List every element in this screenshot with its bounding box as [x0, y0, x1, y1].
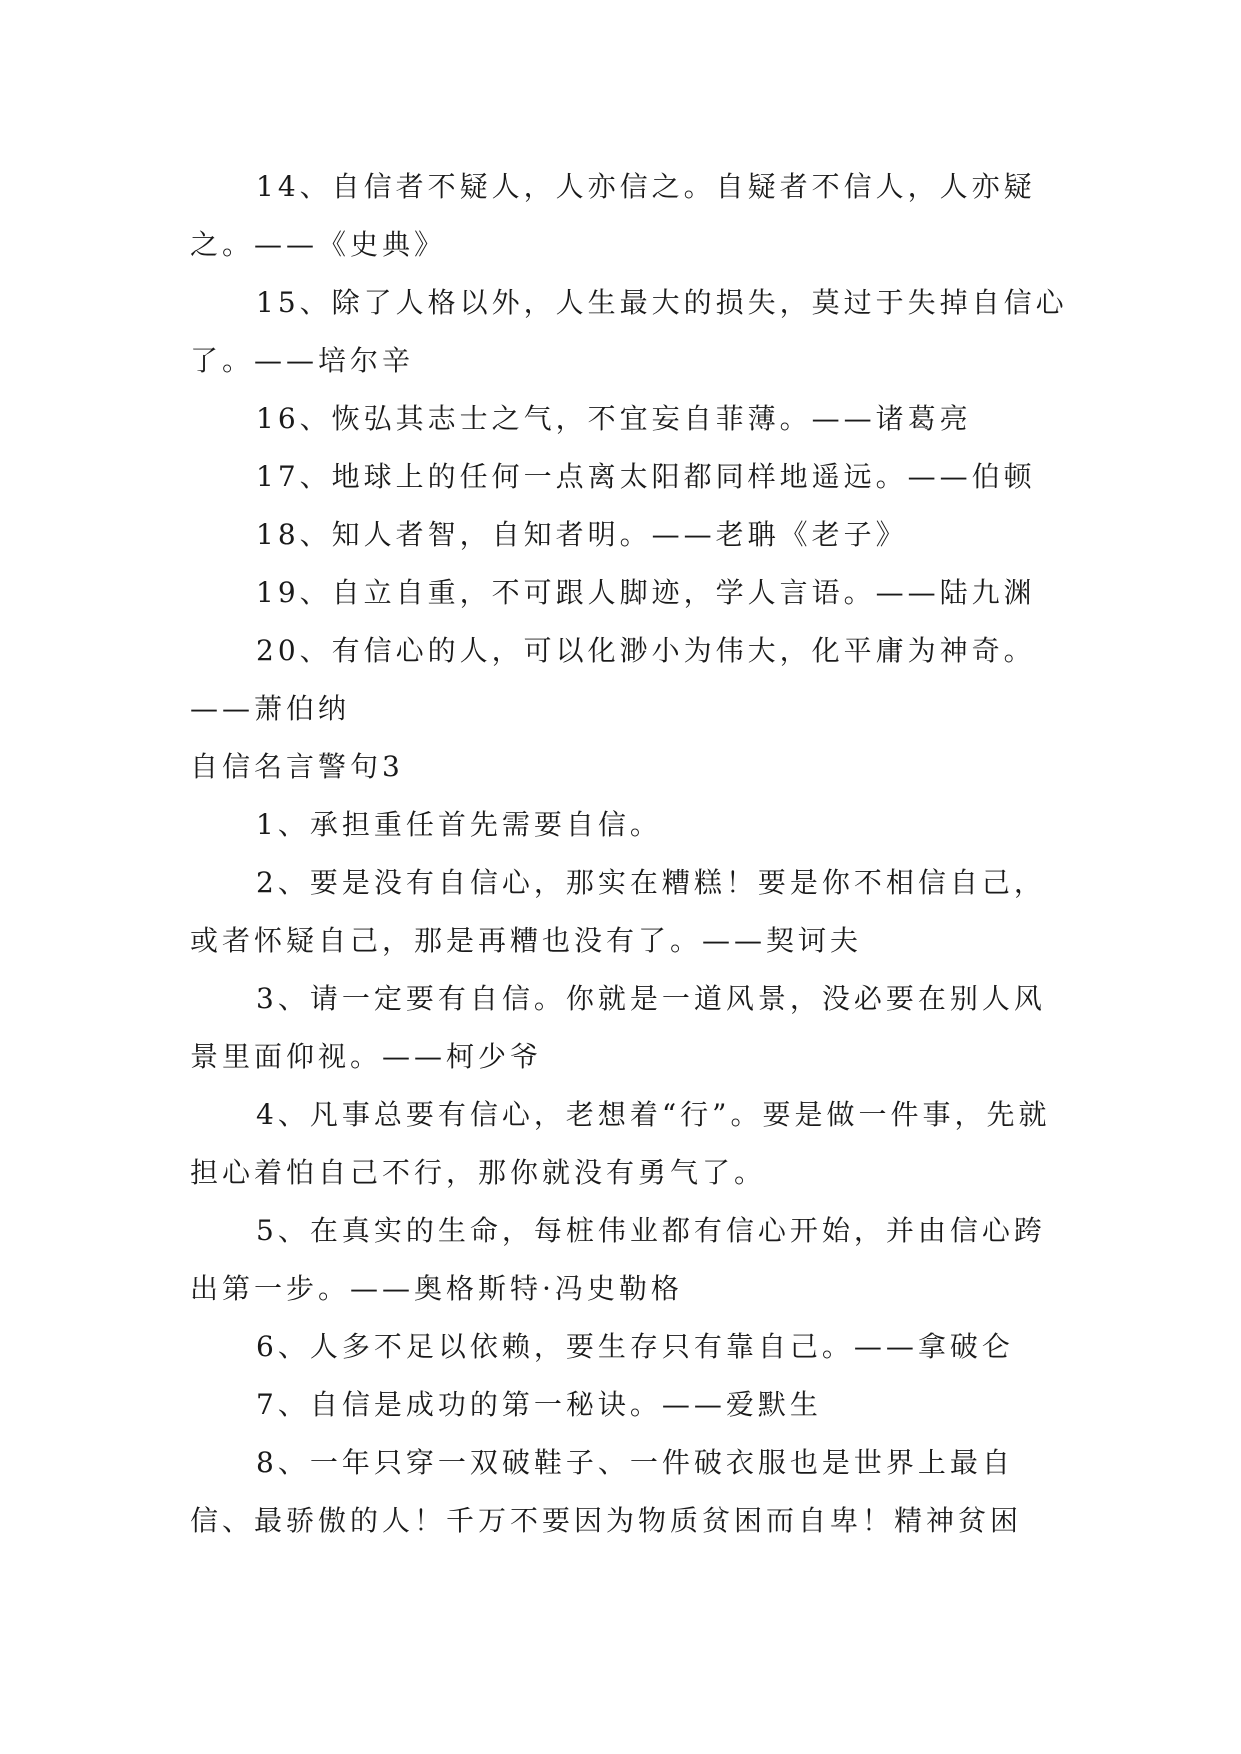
quote-paragraph: 14、自信者不疑人，人亦信之。自疑者不信人，人亦疑之。——《史典》 — [190, 170, 1036, 261]
document-page — [190, 158, 1070, 1550]
section-heading: 自信名言警句3 — [190, 750, 404, 783]
quote-paragraph: 15、除了人格以外，人生最大的损失，莫过于失掉自信心了。——培尔辛 — [190, 286, 1068, 377]
quote-paragraph: 5、在真实的生命，每桩伟业都有信心开始，并由信心跨出第一步。——奥格斯特·冯史勒格 — [190, 1214, 1046, 1305]
quote-paragraph: 19、自立自重，不可跟人脚迹，学人言语。——陆九渊 — [256, 576, 1036, 609]
quote-paragraph: 17、地球上的任何一点离太阳都同样地遥远。——伯顿 — [256, 460, 1036, 493]
quote-paragraph: 18、知人者智，自知者明。——老聃《老子》 — [256, 518, 908, 551]
quote-paragraph: 8、一年只穿一双破鞋子、一件破衣服也是世界上最自信、最骄傲的人！千万不要因为物质贫困而自卑！精神贫困 — [190, 1446, 1023, 1537]
quote-paragraph: 1、承担重任首先需要自信。 — [256, 808, 662, 841]
quote-paragraph: 7、自信是成功的第一秘诀。——爱默生 — [256, 1388, 822, 1421]
quote-paragraph: 3、请一定要有自信。你就是一道风景，没必要在别人风景里面仰视。——柯少爷 — [190, 982, 1046, 1073]
quote-paragraph: 16、恢弘其志士之气，不宜妄自菲薄。——诸葛亮 — [256, 402, 972, 435]
quote-paragraph: 4、凡事总要有信心，老想着“行”。要是做一件事，先就担心着怕自己不行，那你就没有勇气了。 — [190, 1098, 1051, 1189]
quote-paragraph: 20、有信心的人，可以化渺小为伟大，化平庸为神奇。——萧伯纳 — [190, 634, 1036, 725]
quote-paragraph: 2、要是没有自信心，那实在糟糕！要是你不相信自己，或者怀疑自己，那是再糟也没有了。——契诃夫 — [190, 866, 1046, 957]
quote-paragraph: 6、人多不足以依赖，要生存只有靠自己。——拿破仑 — [256, 1330, 1014, 1363]
